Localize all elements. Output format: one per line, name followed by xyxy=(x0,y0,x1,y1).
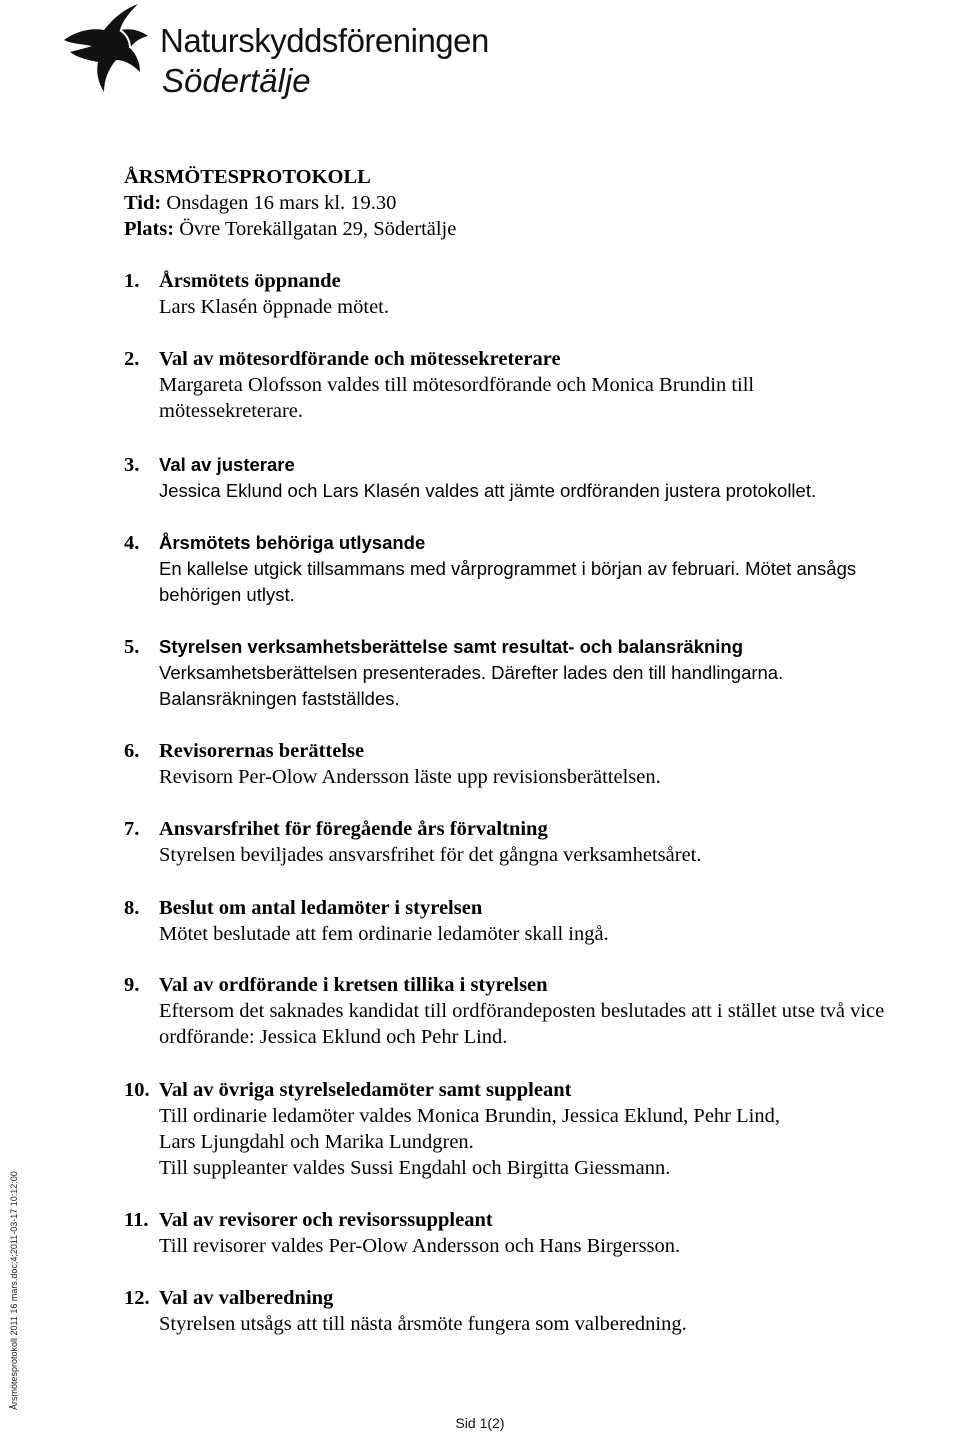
item-body xyxy=(159,294,954,320)
place-value: Övre Torekällgatan 29, Södertälje xyxy=(179,218,457,240)
item-text-line: behörigen utlyst. xyxy=(159,584,295,605)
item-heading: Val av valberedning xyxy=(159,1287,334,1309)
item-body xyxy=(159,1233,954,1259)
item-number: 2. xyxy=(124,348,140,370)
item-number: 5. xyxy=(124,636,140,658)
item-heading: Val av revisorer och revisorssuppleant xyxy=(159,1209,493,1231)
item-body xyxy=(159,764,954,790)
item-text-line: Revisorn Per-Olow Andersson läste upp revisionsberättelsen. xyxy=(159,766,661,788)
organization-logo xyxy=(60,0,520,110)
organization-name: Naturskyddsföreningen xyxy=(160,22,489,59)
place-label: Plats: xyxy=(124,218,175,240)
time-value: Onsdagen 16 mars kl. 19.30 xyxy=(166,192,397,214)
item-number: 6. xyxy=(124,740,140,762)
item-text-line: Margareta Olofsson valdes till mötesordförande och Monica Brundin till xyxy=(159,374,755,396)
item-body xyxy=(159,921,954,947)
document-filename-sidebar xyxy=(0,1171,19,1410)
item-text-line: Till revisorer valdes Per-Olow Andersson och Hans Birgersson. xyxy=(159,1235,681,1257)
agenda-item-11 xyxy=(124,1207,954,1259)
document-title: ÅRSMÖTESPROTOKOLL xyxy=(124,166,371,188)
item-heading: Val av mötesordförande och mötessekreterare xyxy=(159,348,561,370)
chapter-name: Södertälje xyxy=(162,62,311,99)
item-text-line: Styrelsen utsågs att till nästa årsmöte fungera som valberedning. xyxy=(159,1313,687,1335)
item-number: 1. xyxy=(124,270,140,292)
item-heading: Årsmötets behöriga utlysande xyxy=(159,532,426,553)
agenda-item-3 xyxy=(124,452,954,504)
item-text-line: Jessica Eklund och Lars Klasén valdes att jämte ordföranden justera protokollet. xyxy=(159,480,817,501)
meeting-time xyxy=(124,190,456,216)
item-number: 8. xyxy=(124,897,140,919)
item-body xyxy=(159,372,954,424)
item-text-line: Till ordinarie ledamöter valdes Monica Brundin, Jessica Eklund, Pehr Lind, xyxy=(159,1105,780,1127)
item-text-line: Mötet beslutade att fem ordinarie ledamöter skall ingå. xyxy=(159,923,609,945)
item-text-line: Eftersom det saknades kandidat till ordförandeposten beslutades att i stället utse två vice xyxy=(159,1000,885,1022)
agenda-item-1 xyxy=(124,268,954,320)
item-heading: Val av justerare xyxy=(159,454,295,475)
agenda-item-10 xyxy=(124,1077,954,1181)
item-text-line: mötessekreterare. xyxy=(159,400,303,422)
item-text-line: Styrelsen beviljades ansvarsfrihet för det gångna verksamhetsåret. xyxy=(159,844,702,866)
item-body xyxy=(159,556,954,608)
meeting-place xyxy=(124,216,456,242)
item-body xyxy=(159,1311,954,1337)
item-text-line: Lars Ljungdahl och Marika Lundgren. xyxy=(159,1131,474,1153)
agenda-item-2 xyxy=(124,346,954,424)
bird-logo-icon xyxy=(60,0,160,100)
page-number: Sid 1(2) xyxy=(455,1415,505,1431)
item-number: 3. xyxy=(124,454,140,476)
agenda-item-7 xyxy=(124,816,954,868)
item-body xyxy=(159,1103,954,1181)
document-filename: Årsmötesprotokoll 2011 16 mars.doc;4;2011-03-17 10:12:00 xyxy=(9,1171,19,1410)
item-heading: Val av ordförande i kretsen tillika i styrelsen xyxy=(159,974,548,996)
time-label: Tid: xyxy=(124,192,162,214)
item-number: 9. xyxy=(124,974,140,996)
item-body xyxy=(159,478,954,504)
agenda-item-8 xyxy=(124,895,954,947)
item-number: 10. xyxy=(124,1079,150,1101)
agenda-item-4 xyxy=(124,530,954,608)
item-number: 7. xyxy=(124,818,140,840)
item-body xyxy=(159,660,954,712)
item-heading: Val av övriga styrelseledamöter samt suppleant xyxy=(159,1079,572,1101)
agenda-item-9 xyxy=(124,972,954,1050)
item-text-line: Verksamhetsberättelsen presenterades. Därefter lades den till handlingarna. xyxy=(159,662,784,683)
item-heading: Beslut om antal ledamöter i styrelsen xyxy=(159,897,483,919)
item-text-line: Balansräkningen fastställdes. xyxy=(159,688,400,709)
item-number: 12. xyxy=(124,1287,150,1309)
item-body xyxy=(159,842,954,868)
item-heading: Styrelsen verksamhetsberättelse samt resultat- och balansräkning xyxy=(159,636,744,657)
item-number: 11. xyxy=(124,1209,149,1231)
item-text-line: ordförande: Jessica Eklund och Pehr Lind. xyxy=(159,1026,508,1048)
item-heading: Årsmötets öppnande xyxy=(159,270,341,292)
item-heading: Revisorernas berättelse xyxy=(159,740,365,762)
item-text-line: Lars Klasén öppnade mötet. xyxy=(159,296,389,318)
agenda-item-12 xyxy=(124,1285,954,1337)
agenda-item-6 xyxy=(124,738,954,790)
item-body xyxy=(159,998,954,1050)
item-text-line: En kallelse utgick tillsammans med vårprogrammet i början av februari. Mötet ansågs xyxy=(159,558,857,579)
item-number: 4. xyxy=(124,532,140,554)
agenda-item-5 xyxy=(124,634,954,712)
item-heading: Ansvarsfrihet för föregående års förvaltning xyxy=(159,818,548,840)
item-text-line: Till suppleanter valdes Sussi Engdahl och Birgitta Giessmann. xyxy=(159,1157,671,1179)
document-header xyxy=(124,164,456,242)
